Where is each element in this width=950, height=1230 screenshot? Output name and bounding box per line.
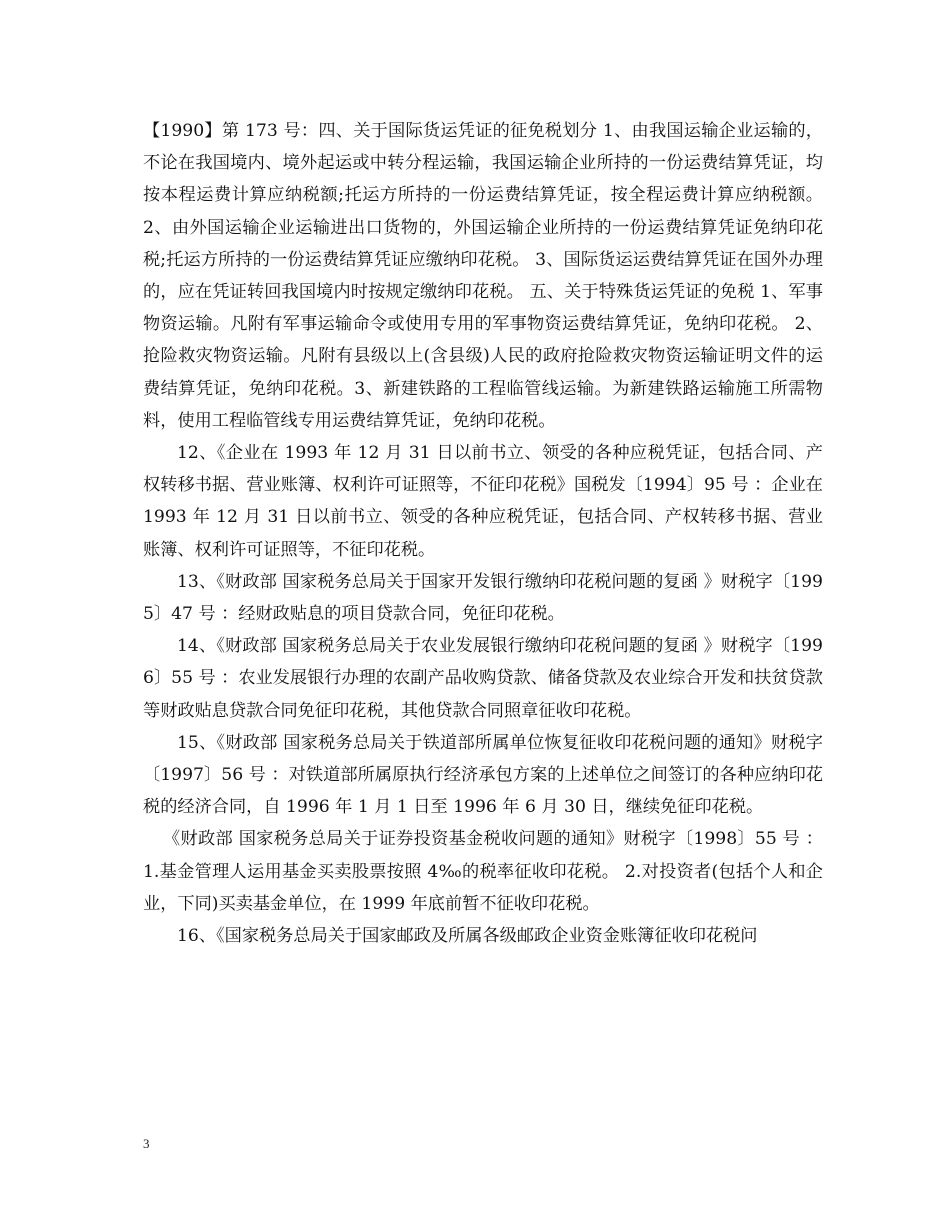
paragraph-14: 14、《财政部 国家税务总局关于农业发展银行缴纳印花税问题的复函 》财税字〔1996〕55 号 ：农业发展银行办理的农副产品收购贷款、储备贷款及农业综合开发和扶贫贷款等财政贴息贷款合同免征印花税，其他贷款合同照章征收印花税。 — [143, 636, 823, 721]
document-body — [143, 115, 823, 952]
paragraph-1990-freight: 【1990】第 173 号：四、关于国际货运凭证的征免税划分 1、由我国运输企业运输的，不论在我国境内、境外起运或中转分程运输，我国运输企业所持的一份运费结算凭证，均按本程运费计算应纳税额;托运方所持的一份运费结算凭证，按全程运费计算应纳税额。 2、由外国运输企业运输进出口货物的，外国运输企业所持的一份运费结算凭证免纳印花税;托运方所持的一份运费结算凭证应缴纳印花税。 3、国际货运运费结算凭证在国外办理的，应在凭证转回我国境内时按规定缴纳印花税。 五、关于特殊货运凭证的免税 1、军事物资运输。凡附有军事运输命令或使用专用的军事物资运费结算凭证，免纳印花税。 2、抢险救灾物资运输。凡附有县级以上(含县级)人民的政府抢险救灾物资运输证明文件的运费结算凭证，免纳印花税。3、新建铁路的工程临管线运输。为新建铁路运输施工所需物料，使用工程临管线专用运费结算凭证，免纳印花税。 — [143, 121, 823, 431]
paragraph-15: 15、《财政部 国家税务总局关于铁道部所属单位恢复征收印花税问题的通知》财税字〔1997〕56 号 ：对铁道部所属原执行经济承包方案的上述单位之间签订的各种应纳印花税的经济合同，自 1996 年 1 月 1 日至 1996 年 6 月 30 日，继续免征印花税。 — [143, 732, 823, 818]
page-number: 3 — [143, 1136, 150, 1151]
paragraph-12: 12、《企业在 1993 年 12 月 31 日以前书立、领受的各种应税凭证，包括合同、产权转移书据、营业账簿、权利许可证照等，不征印花税》国税发〔1994〕95 号 ：企业在 1993 年 12 月 31 日以前书立、领受的各种应税凭证，包括合同、产权转移书据、营业账簿、权利许可证照等，不征印花税。 — [143, 443, 823, 560]
paragraph-securities-fund: 《财政部 国家税务总局关于证券投资基金税收问题的通知》财税字〔1998〕55 号 ：1.基金管理人运用基金买卖股票按照 4‰的税率征收印花税。 2.对投资者(包括个人和企业，下同)买卖基金单位，在 1999 年底前暂不征收印花税。 — [143, 829, 823, 914]
paragraph-16: 16、《国家税务总局关于国家邮政及所属各级邮政企业资金账簿征收印花税问 — [177, 926, 758, 947]
paragraph-13: 13、《财政部 国家税务总局关于国家开发银行缴纳印花税问题的复函 》财税字〔1995〕47 号 ：经财政贴息的项目贷款合同，免征印花税。 — [143, 571, 823, 625]
